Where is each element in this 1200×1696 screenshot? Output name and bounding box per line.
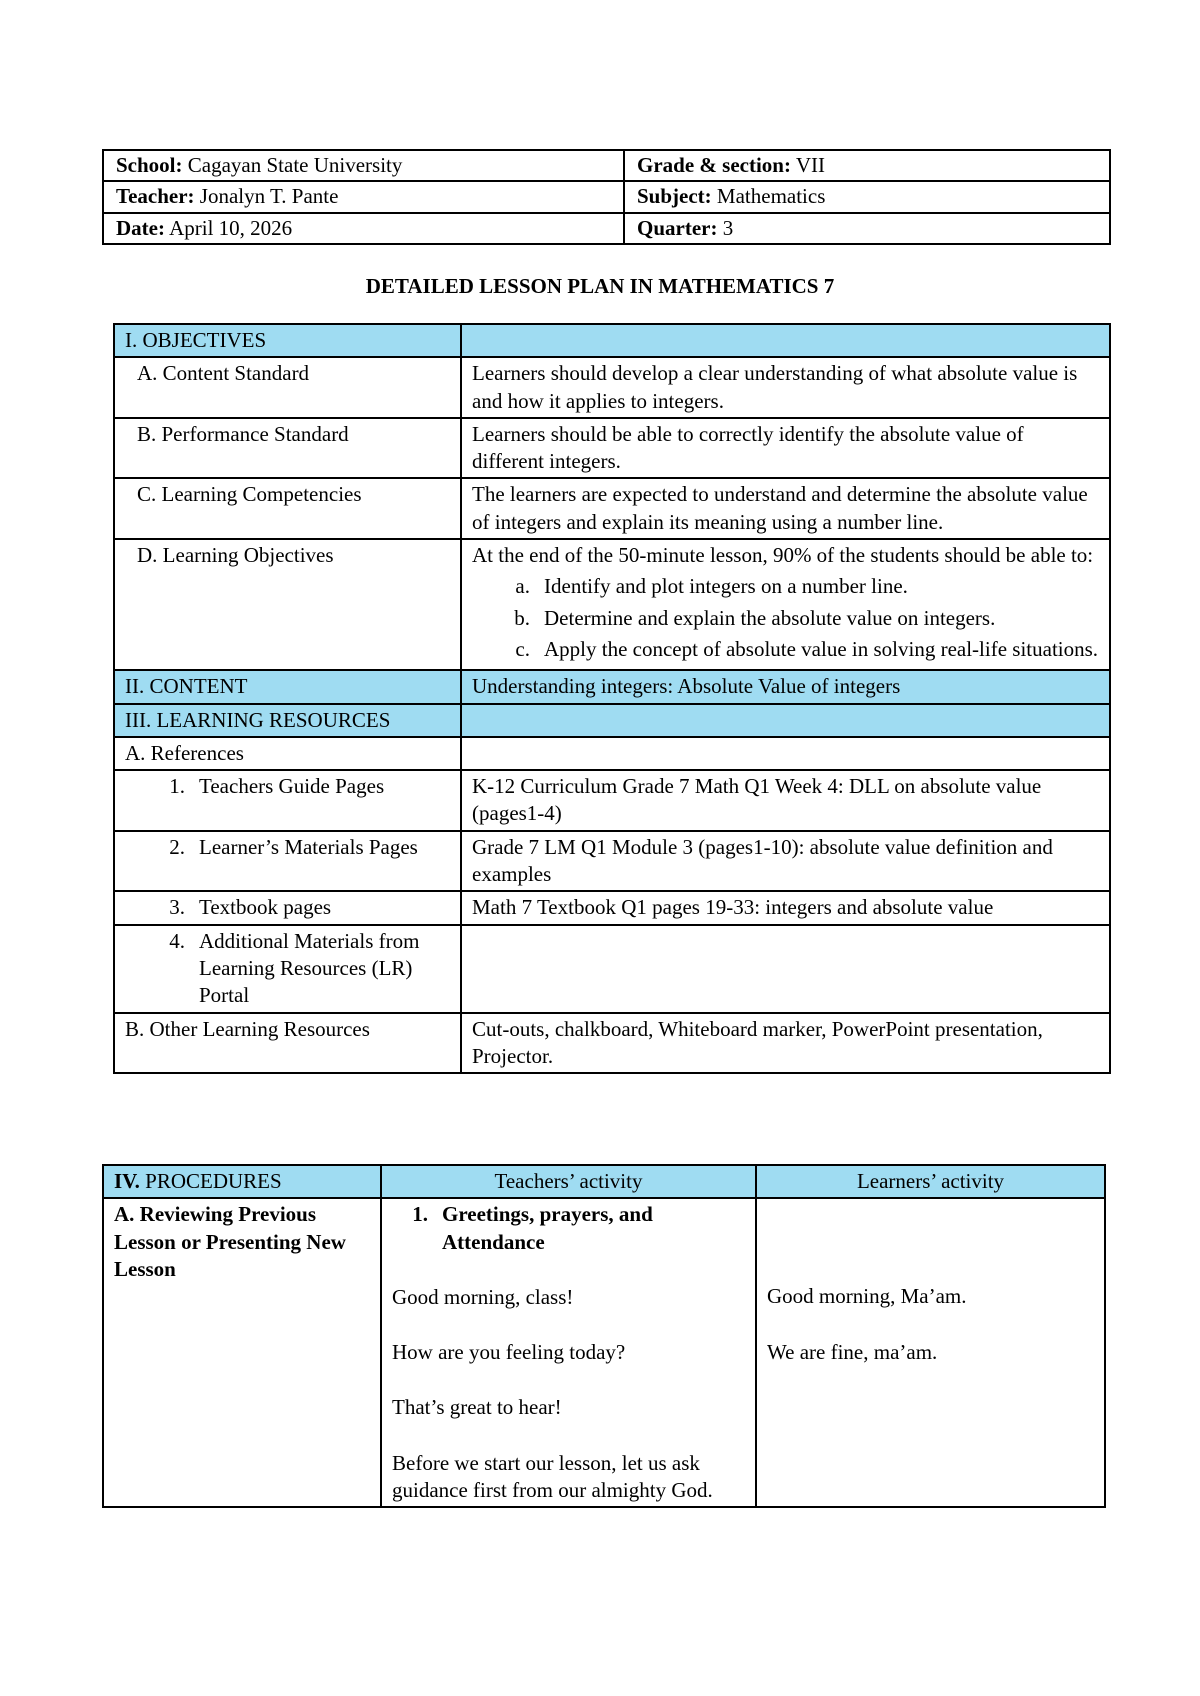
content-standard-row bbox=[114, 357, 1110, 418]
list-item-text: Determine and explain the absolute value on integers. bbox=[544, 605, 996, 630]
table-row bbox=[114, 891, 1110, 924]
references-label: A. References bbox=[114, 737, 461, 770]
learning-objectives-value bbox=[461, 539, 1110, 670]
lesson-plan-table bbox=[113, 323, 1111, 1074]
school-value: Cagayan State University bbox=[187, 153, 403, 177]
ref3-label: Textbook pages bbox=[199, 895, 332, 920]
other-resources-value: Cut-outs, chalkboard, Whiteboard marker, PowerPoint presentation, Projector. bbox=[461, 1013, 1110, 1074]
grade-value: VII bbox=[795, 153, 825, 177]
teachers-activity-cell bbox=[381, 1198, 756, 1507]
list-item bbox=[472, 605, 1099, 632]
content-header: II. CONTENT bbox=[114, 670, 461, 703]
step-title: Greetings, prayers, and Attendance bbox=[442, 1202, 653, 1254]
subject-value: Mathematics bbox=[716, 184, 826, 209]
list-item-marker: b. bbox=[514, 605, 530, 630]
learning-objectives-row bbox=[114, 539, 1110, 670]
content-header-row bbox=[114, 670, 1110, 703]
other-resources-row bbox=[114, 1013, 1110, 1074]
ref2-label: Learner’s Materials Pages bbox=[199, 834, 418, 859]
learners-activity-header: Learners’ activity bbox=[756, 1165, 1105, 1198]
subject-label: Subject: bbox=[637, 184, 712, 209]
table-row bbox=[114, 831, 1110, 892]
procedures-header bbox=[103, 1165, 381, 1198]
learner-line-1: Good morning, Ma’am. bbox=[767, 1284, 967, 1309]
list-item-marker: c. bbox=[515, 636, 530, 661]
ref3-label-cell bbox=[114, 891, 461, 924]
ref3-value: Math 7 Textbook Q1 pages 19-33: integers and absolute value bbox=[461, 891, 1110, 924]
references-blank bbox=[461, 737, 1110, 770]
learner-line-2: We are fine, ma’am. bbox=[767, 1339, 938, 1364]
list-item bbox=[472, 573, 1099, 600]
learning-objectives-label: D. Learning Objectives bbox=[114, 539, 461, 670]
ref4-label: Additional Materials from Learning Resources (LR) Portal bbox=[199, 928, 420, 1008]
teacher-line-1: Good morning, class! bbox=[392, 1284, 574, 1309]
date-cell bbox=[103, 213, 624, 244]
date-label: Date: bbox=[116, 215, 165, 240]
subject-cell bbox=[624, 181, 1110, 212]
school-cell bbox=[103, 150, 624, 181]
list-item-marker: a. bbox=[515, 574, 530, 599]
table-row bbox=[103, 1198, 1105, 1507]
section-a-cell bbox=[103, 1198, 381, 1507]
content-standard-label: A. Content Standard bbox=[114, 357, 461, 418]
learners-activity-cell bbox=[756, 1198, 1105, 1507]
teacher-value: Jonalyn T. Pante bbox=[199, 184, 339, 209]
other-resources-label: B. Other Learning Resources bbox=[114, 1013, 461, 1074]
objectives-list bbox=[472, 573, 1099, 663]
references-row bbox=[114, 737, 1110, 770]
list-item-text: Identify and plot integers on a number line. bbox=[544, 574, 908, 599]
ref2-number: 2. bbox=[169, 834, 185, 859]
date-value: April 10, 2026 bbox=[169, 215, 293, 240]
resources-header: III. LEARNING RESOURCES bbox=[114, 704, 461, 737]
teacher-line-4: Before we start our lesson, let us ask guidance first from our almighty God. bbox=[392, 1450, 713, 1503]
procedures-header-row bbox=[103, 1165, 1105, 1198]
teacher-cell bbox=[103, 181, 624, 212]
content-value: Understanding integers: Absolute Value of integers bbox=[461, 670, 1110, 703]
list-item bbox=[472, 636, 1099, 663]
objectives-header-blank bbox=[461, 324, 1110, 357]
objectives-header-row bbox=[114, 324, 1110, 357]
school-label: School: bbox=[116, 153, 183, 177]
teacher-line-2: How are you feeling today? bbox=[392, 1340, 626, 1365]
procedures-table bbox=[102, 1164, 1106, 1508]
table-row bbox=[114, 925, 1110, 1013]
teachers-activity-header: Teachers’ activity bbox=[381, 1165, 756, 1198]
ref4-value-blank bbox=[461, 925, 1110, 1013]
table-row bbox=[114, 770, 1110, 831]
ref2-label-cell bbox=[114, 831, 461, 892]
list-item-text: Apply the concept of absolute value in solving real-life situations. bbox=[544, 636, 1099, 661]
ref1-value: K-12 Curriculum Grade 7 Math Q1 Week 4: DLL on absolute value (pages1-4) bbox=[461, 770, 1110, 831]
document-title: DETAILED LESSON PLAN IN MATHEMATICS 7 bbox=[365, 274, 835, 298]
header-info-table bbox=[102, 149, 1111, 245]
ref1-label: Teachers Guide Pages bbox=[199, 774, 385, 799]
procedures-header-text: PROCEDURES bbox=[139, 1169, 282, 1193]
step-number: 1. bbox=[412, 1202, 428, 1227]
ref1-label-cell bbox=[114, 770, 461, 831]
objectives-header: I. OBJECTIVES bbox=[114, 324, 461, 357]
ref1-number: 1. bbox=[169, 774, 185, 799]
performance-standard-value: Learners should be able to correctly identify the absolute value of different integers. bbox=[461, 418, 1110, 479]
objectives-intro: At the end of the 50-minute lesson, 90% of the students should be able to: bbox=[472, 543, 1094, 568]
competencies-value: The learners are expected to understand and determine the absolute value of integers and explain its meaning using a number line. bbox=[461, 478, 1110, 539]
procedures-header-number: IV. bbox=[114, 1169, 140, 1193]
resources-header-row bbox=[114, 704, 1110, 737]
ref2-value: Grade 7 LM Q1 Module 3 (pages1-10): absolute value definition and examples bbox=[461, 831, 1110, 892]
quarter-label: Quarter: bbox=[637, 215, 718, 240]
ref4-number: 4. bbox=[169, 928, 185, 953]
step-heading bbox=[392, 1201, 745, 1256]
quarter-value: 3 bbox=[722, 215, 734, 240]
resources-header-blank bbox=[461, 704, 1110, 737]
performance-standard-label: B. Performance Standard bbox=[114, 418, 461, 479]
quarter-cell bbox=[624, 213, 1110, 244]
performance-standard-row bbox=[114, 418, 1110, 479]
section-a-label: A. Reviewing Previous Lesson or Presenting New Lesson bbox=[114, 1202, 346, 1281]
ref4-label-cell bbox=[114, 925, 461, 1013]
ref3-number: 3. bbox=[169, 895, 185, 920]
grade-label: Grade & section: bbox=[637, 153, 791, 177]
content-standard-value: Learners should develop a clear understanding of what absolute value is and how it applies to integers. bbox=[461, 357, 1110, 418]
grade-cell bbox=[624, 150, 1110, 181]
teacher-line-3: That’s great to hear! bbox=[392, 1395, 562, 1420]
competencies-row bbox=[114, 478, 1110, 539]
competencies-label: C. Learning Competencies bbox=[114, 478, 461, 539]
teacher-label: Teacher: bbox=[116, 184, 195, 209]
